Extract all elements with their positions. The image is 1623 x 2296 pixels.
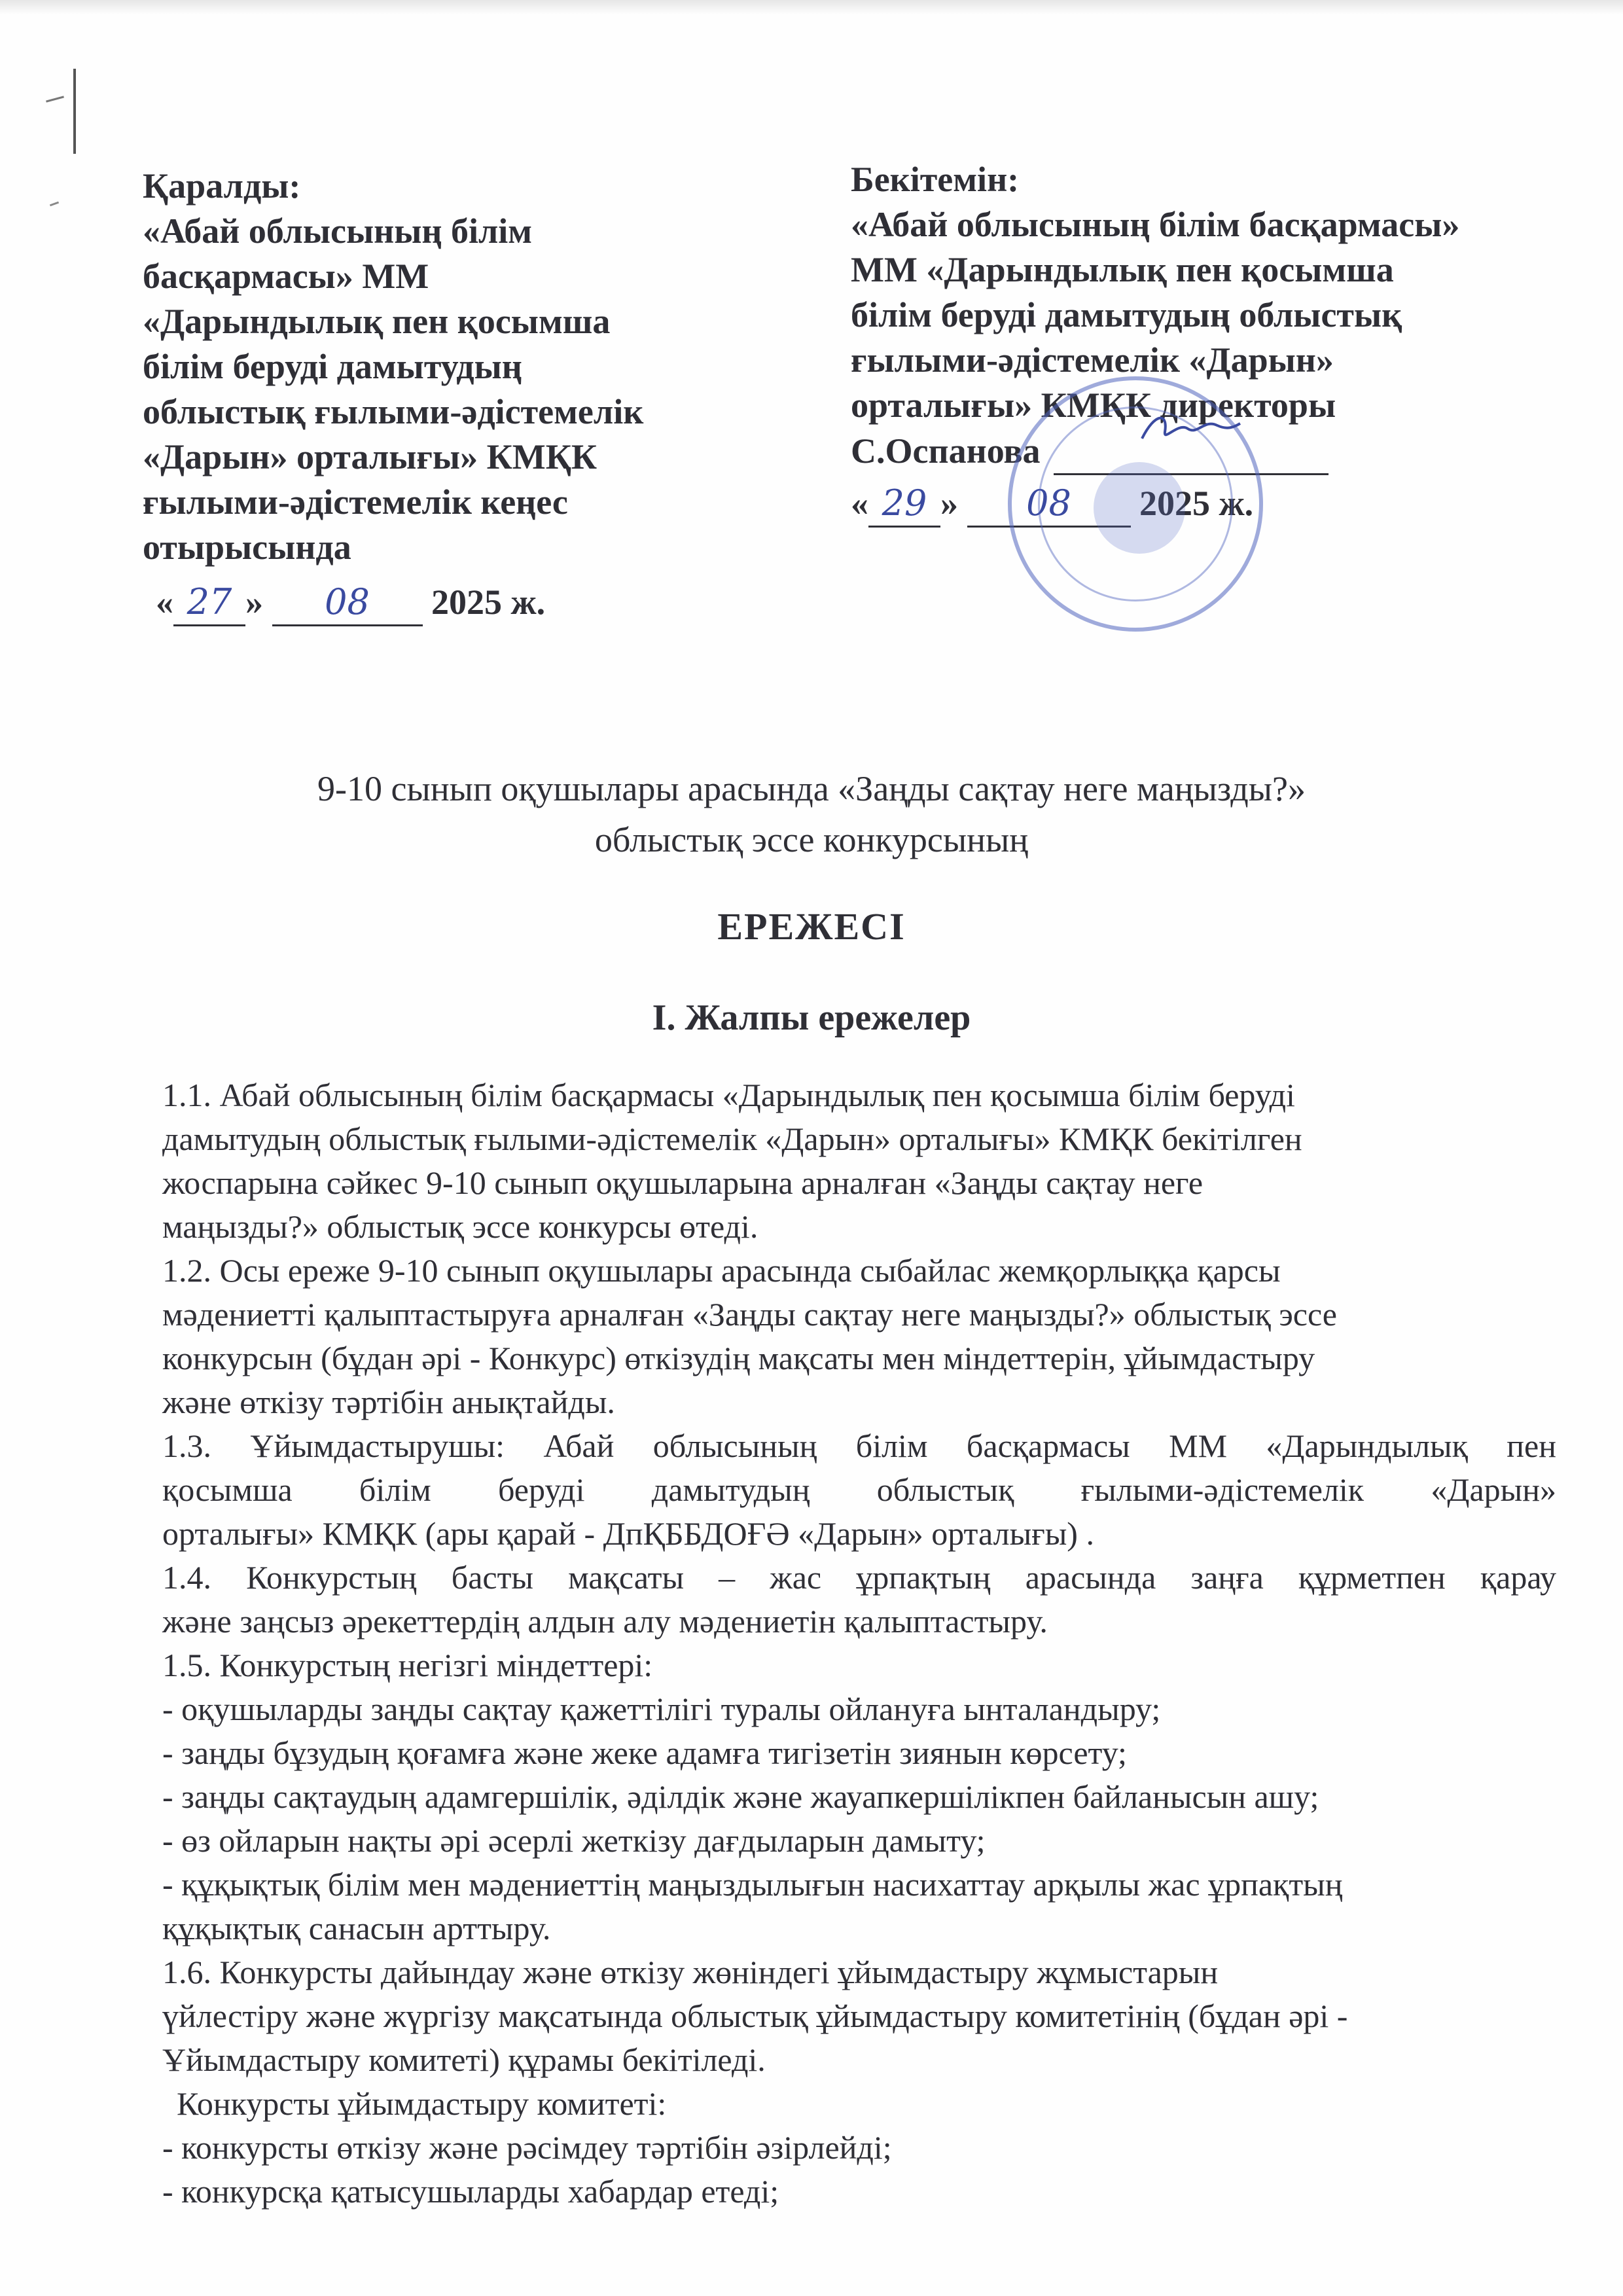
approved-line: «Абай облысының білім басқармасы» [851,205,1460,244]
scan-artifact [50,202,59,207]
body-line: - заңды сақтаудың адамгершілік, әділдік және жауапкершілікпен байланысын ашу; [162,1778,1319,1815]
body-line: конкурсын (бұдан әрі - Конкурс) өткізудің мақсаты мен міндеттерін, ұйымдастыру [162,1340,1315,1376]
reviewed-line: ғылыми-әдістемелік кеңес [143,482,568,522]
body-line: үйлестіру және жүргізу мақсатында облыстық ұйымдастыру комитетінің (бұдан әрі - [162,1998,1348,2034]
body-line: орталығы» КМҚК (ары қарай - ДпҚББДОҒӘ «Дарын» орталығы) . [162,1515,1094,1552]
body-line: жоспарына сәйкес 9-10 сынып оқушыларына арналған «Заңды сақтау неге [162,1164,1204,1201]
body-line: қосымша білім беруді дамытудың облыстық ғылыми-әдістемелік «Дарын» [162,1471,1556,1508]
approved-line: ММ «Дарындылық пен қосымша [851,250,1394,289]
body-line: - құқықтық білім мен мәдениеттің маңыздылығын насихаттау арқылы жас ұрпақтың [162,1866,1343,1903]
approved-date: « 29 » 08 2025 ж. [851,480,1584,528]
body-line: 1.5. Конкурстың негізгі міндеттері: [162,1647,653,1683]
body-line: және заңсыз әрекеттердің алдын алу мәдениетін қалыптастыру. [162,1603,1048,1640]
scan-artifact [46,96,64,102]
body-line: 1.1. Абай облысының білім басқармасы «Дарындылық пен қосымша білім беруді [162,1077,1295,1113]
handwritten-month: 08 [967,480,1131,528]
reviewed-line: білім беруді дамытудың [143,347,522,386]
handwritten-day: 29 [868,480,940,528]
body-line: 1.3. Ұйымдастырушы: Абай облысының білім басқармасы ММ «Дарындылық пен [162,1427,1556,1464]
body-line: мәдениетті қалыптастыруға арналған «Заңды сақтау неге маңызды?» облыстық эссе [162,1296,1337,1333]
document-body [162,1073,1556,2214]
handwritten-signature [1139,409,1243,448]
body-line: маңызды?» облыстық эссе конкурсы өтеді. [162,1208,758,1245]
approved-line: орталығы» КМҚК директоры [851,386,1336,425]
director-name-line: С.Оспанова [851,428,1584,475]
reviewed-line: басқармасы» ММ [143,257,429,296]
body-line: құқықтық санасын арттыру. [162,1910,551,1946]
document-title: ЕРЕЖЕСІ [717,905,906,948]
handwritten-month: 08 [272,579,423,626]
body-line: - конкурсқа қатысушыларды хабардар етеді; [162,2173,779,2210]
body-line: және өткізу тәртібін анықтайды. [162,1384,615,1420]
body-line: - конкурсты өткізу және рәсімдеу тәртібін әзірлейді; [162,2129,892,2166]
body-line: Конкурсты ұйымдастыру комитеті: [177,2085,667,2122]
body-line: 1.2. Осы ереже 9-10 сынып оқушылары арасында сыбайлас жемқорлыққа қарсы [162,1252,1281,1289]
approval-reviewed-block [143,164,732,626]
document-subject-line1: 9-10 сынып оқушылары арасында «Заңды сақтау неге маңызды?» [317,769,1306,808]
handwritten-day: 27 [173,579,245,626]
reviewed-line: «Дарындылық пен қосымша [143,302,611,341]
reviewed-line: «Абай облысының білім [143,211,533,251]
section-heading: І. Жалпы ережелер [652,997,971,1038]
reviewed-line: «Дарын» орталығы» КМҚК [143,437,597,476]
reviewed-line: облыстық ғылыми-әдістемелік [143,392,644,431]
binder-mark [73,69,76,154]
approved-line: Бекітемін: [851,160,1020,199]
body-line: - заңды бұзудың қоғамға және жеке адамға тигізетін зиянын көрсету; [162,1734,1127,1771]
reviewed-line: Қаралды: [143,166,301,206]
approved-line: ғылыми-әдістемелік «Дарын» [851,340,1334,380]
document-subject-line2: облыстық эссе конкурсының [594,820,1029,859]
body-line: дамытудың облыстық ғылыми-әдістемелік «Дарын» орталығы» КМҚК бекітілген [162,1121,1302,1157]
body-line: - оқушыларды заңды сақтау қажеттілігі туралы ойлануға ынталандыру; [162,1691,1161,1727]
body-line: - өз ойларын нақты әрі әсерлі жеткізу дағдыларын дамыту; [162,1822,986,1859]
reviewed-date: « 27 » 08 2025 ж. [143,579,732,626]
body-line: 1.4. Конкурстың басты мақсаты – жас ұрпақтың арасында заңға құрметпен қарау [162,1559,1556,1596]
seal-emblem-icon [1094,462,1185,554]
scan-edge-shadow [0,0,1623,14]
body-line: Ұйымдастыру комитеті) құрамы бекітіледі. [162,2041,766,2078]
approved-line: білім беруді дамытудың облыстық [851,295,1402,334]
reviewed-line: отырысында [143,528,351,567]
body-line: 1.6. Конкурсты дайындау және өткізу жөніндегі ұйымдастыру жұмыстарын [162,1954,1219,1990]
